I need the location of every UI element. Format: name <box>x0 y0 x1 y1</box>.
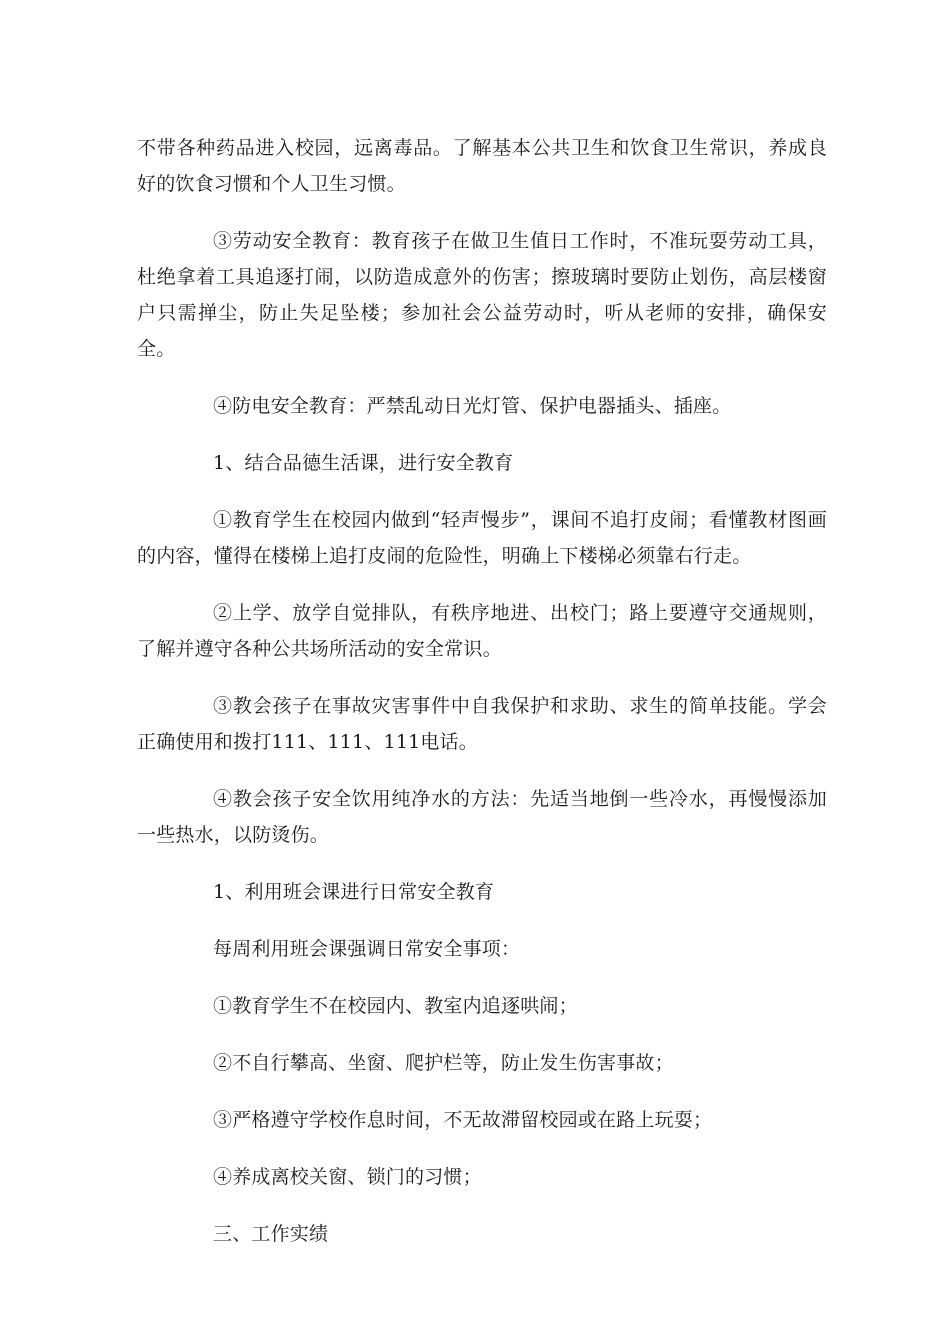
paragraph-labor-safety: ③劳动安全教育：教育孩子在做卫生值日工作时，不准玩耍劳动工具，杜绝拿着工具追逐打闹，以防造成意外的伤害；擦玻璃时要防止划伤，高层楼窗户只需掸尘，防止失足坠楼；参加社会公益劳动时，听从老师的安排，确保安全。 <box>137 230 827 360</box>
paragraph-weekly-items-intro: 每周利用班会课强调日常安全事项： <box>213 938 521 960</box>
list-item-schedule: ③严格遵守学校作息时间，不无故滞留校园或在路上玩耍； <box>213 1109 713 1131</box>
list-item-no-chasing: ①教育学生不在校园内、教室内追逐哄闹； <box>213 995 578 1017</box>
paragraph-emergency-skills: ③教会孩子在事故灾害事件中自我保护和求助、求生的简单技能。学会正确使用和拨打111、111、111电话。 <box>137 695 827 753</box>
document-body <box>137 130 827 1273</box>
paragraph-drinking-water: ④教会孩子安全饮用纯净水的方法：先适当地倒一些冷水，再慢慢添加一些热水，以防烫伤。 <box>137 788 827 846</box>
paragraph-quiet-walking: ①教育学生在校园内做到“轻声慢步”，课间不追打皮闹；看懂教材图画的内容，懂得在楼梯上追打皮闹的危险性，明确上下楼梯必须靠右行走。 <box>137 509 827 567</box>
heading-moral-life-class: 1、结合品德生活课，进行安全教育 <box>213 452 514 474</box>
paragraph-hygiene-continued: 不带各种药品进入校园，远离毒品。了解基本公共卫生和饮食卫生常识，养成良好的饮食习惯和个人卫生习惯。 <box>137 137 827 195</box>
list-item-lock-doors: ④养成离校关窗、锁门的习惯； <box>213 1166 482 1188</box>
section-heading-work-results: 三、工作实绩 <box>213 1223 329 1245</box>
paragraph-electrical-safety: ④防电安全教育：严禁乱动日光灯管、保护电器插头、插座。 <box>213 395 732 417</box>
paragraph-queue-traffic: ②上学、放学自觉排队，有秩序地进、出校门；路上要遵守交通规则，了解并遵守各种公共场所活动的安全常识。 <box>137 602 827 660</box>
list-item-no-climbing: ②不自行攀高、坐窗、爬护栏等，防止发生伤害事故； <box>213 1052 674 1074</box>
heading-class-meeting: 1、利用班会课进行日常安全教育 <box>213 881 495 903</box>
